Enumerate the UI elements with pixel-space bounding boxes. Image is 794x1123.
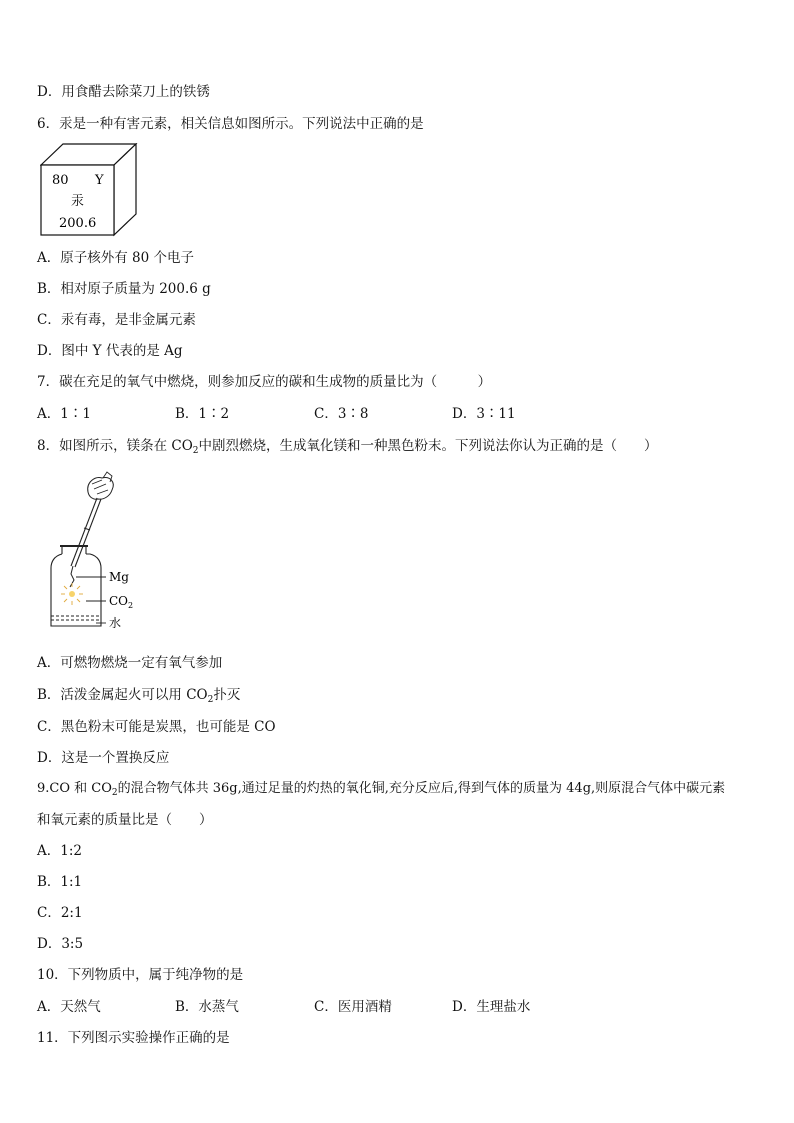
q7-option-a: A．1∶1	[37, 406, 91, 422]
label-water: 水	[109, 616, 122, 630]
element-name: 汞	[71, 194, 85, 209]
q7-option-c: C．3∶8	[314, 406, 369, 422]
magnesium-burning-apparatus-figure	[40, 470, 150, 635]
q5-option-d: D．用食醋去除菜刀上的铁锈	[37, 84, 210, 100]
q6-option-c: C．汞有毒，是非金属元素	[37, 312, 196, 328]
element-symbol: Y	[95, 173, 104, 188]
q8-option-a: A．可燃物燃烧一定有氧气参加	[37, 655, 223, 671]
q8-option-c: C．黑色粉末可能是炭黑，也可能是 CO	[37, 719, 276, 735]
q10-option-c: C．医用酒精	[314, 999, 392, 1015]
q6-option-d: D．图中 Y 代表的是 Ag	[37, 343, 183, 359]
q8-option-d: D．这是一个置换反应	[37, 750, 170, 766]
q8-option-b: B．活泼金属起火可以用 $CO_2$扑灭	[37, 687, 241, 705]
atomic-mass: 200.6	[59, 216, 97, 231]
q9-option-b: B．1:1	[37, 874, 83, 890]
q11-stem: 11．下列图示实验操作正确的是	[37, 1030, 230, 1046]
q8-stem: 8．如图所示，镁条在 $CO_2$中剧烈燃烧，生成氧化镁和一种黑色粉末。下列说法你认为正确的是（ ）	[37, 438, 658, 456]
q9-option-d: D．3:5	[37, 936, 84, 952]
label-mg: Mg	[109, 570, 129, 584]
q7-stem: 7．碳在充足的氧气中燃烧，则参加反应的碳和生成物的质量比为（ ）	[37, 374, 492, 390]
q9-option-a: A．1:2	[37, 843, 82, 859]
q10-option-a: A．天然气	[37, 999, 101, 1015]
q10-stem: 10．下列物质中，属于纯净物的是	[37, 967, 244, 983]
q6-stem: 6．汞是一种有害元素，相关信息如图所示。下列说法中正确的是	[37, 116, 424, 132]
q9-stem-line-1: 9.CO 和 $CO_2$的混合物气体共 36g,通过足量的灼热的氧化铜,充分反应后,得到气体的质量为 44g,则原混合气体中碳元素	[37, 781, 726, 798]
q10-option-b: B．水蒸气	[175, 999, 239, 1015]
mercury-element-cube-figure	[40, 143, 140, 238]
q7-option-b: B．1∶2	[175, 406, 230, 422]
q10-option-d: D．生理盐水	[452, 999, 531, 1015]
q6-option-b: B．相对原子质量为 200.6 g	[37, 281, 211, 297]
q9-option-c: C．2:1	[37, 905, 83, 921]
q7-option-d: D．3∶11	[452, 406, 516, 422]
label-co2: $CO_2$	[109, 594, 134, 610]
q6-option-a: A．原子核外有 80 个电子	[37, 250, 195, 266]
atomic-number: 80	[52, 173, 69, 188]
q9-stem-line-2: 和氧元素的质量比是（ ）	[37, 812, 213, 828]
